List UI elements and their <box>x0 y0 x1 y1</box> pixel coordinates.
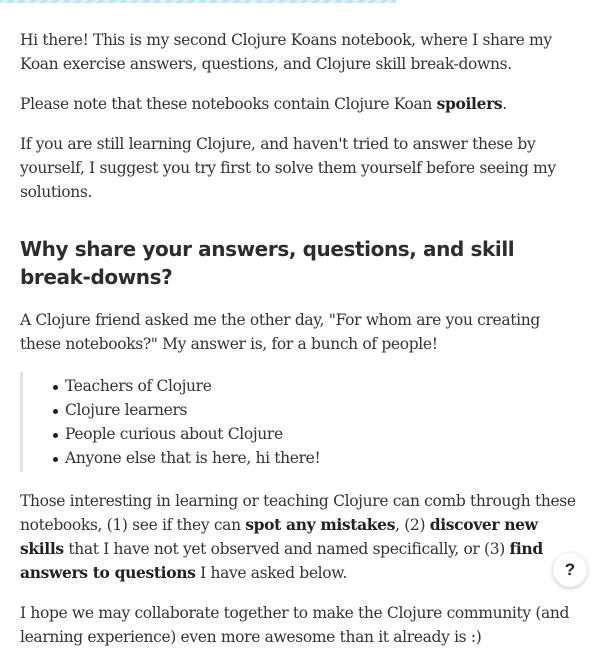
audience-item <box>65 374 580 398</box>
bullet-icon <box>53 433 58 438</box>
audience-item-text: Anyone else that is here, hi there! <box>65 449 321 467</box>
audience-item <box>65 398 580 422</box>
purpose-text: Those interesting in learning or teaching Clojure can comb through these notebooks, (1) see if they can <box>20 492 576 534</box>
friend-question-paragraph: A Clojure friend asked me the other day, "For whom are you creating these notebooks?" My answer is, for a bunch of people! <box>20 311 540 353</box>
spoiler-warning <box>20 92 580 116</box>
discover-skills-bold: discover new skills <box>20 515 538 558</box>
collaboration-paragraph: I hope we may collaborate together to make the Clojure community (and learning experience) even more awesome than it already is :) <box>20 604 570 646</box>
bullet-icon <box>53 385 58 390</box>
bullet-icon <box>53 457 58 462</box>
purpose-text: that I have not yet observed and named specifically, or (3) <box>63 540 510 558</box>
intro-paragraph: Hi there! This is my second Clojure Koans notebook, where I share my Koan exercise answers, questions, and Clojure skill break-downs. <box>20 31 552 73</box>
audience-list <box>23 374 580 470</box>
audience-item-text: Clojure learners <box>65 401 188 419</box>
spoiler-period: . <box>502 95 507 113</box>
purpose-text: , (2) <box>395 516 430 534</box>
audience-item <box>65 422 580 446</box>
audience-item <box>65 446 580 470</box>
bullet-icon <box>53 409 58 414</box>
section-heading: Why share your answers, questions, and skill break-downs? <box>20 237 515 289</box>
audience-item-text: Teachers of Clojure <box>65 377 212 395</box>
find-answers-bold: find answers to questions <box>20 539 543 582</box>
audience-item-text: People curious about Clojure <box>65 425 283 443</box>
reading-progress-fill <box>0 0 396 3</box>
spoilers-bold: spoilers <box>436 94 503 113</box>
question-icon: ? <box>564 560 576 579</box>
help-button[interactable] <box>553 553 587 587</box>
learning-advice: If you are still learning Clojure, and haven't tried to answer these by yourself, I suggest you try first to solve them yourself before seeing my solutions. <box>20 135 556 201</box>
purpose-paragraph <box>20 489 580 585</box>
spot-mistakes-bold: spot any mistakes <box>245 515 396 534</box>
notebook-content <box>20 28 580 665</box>
spoiler-text: Please note that these notebooks contain Clojure Koan <box>20 95 437 113</box>
purpose-text: I have asked below. <box>195 564 347 582</box>
reading-progress-bar <box>0 0 600 3</box>
audience-blockquote <box>20 372 580 472</box>
